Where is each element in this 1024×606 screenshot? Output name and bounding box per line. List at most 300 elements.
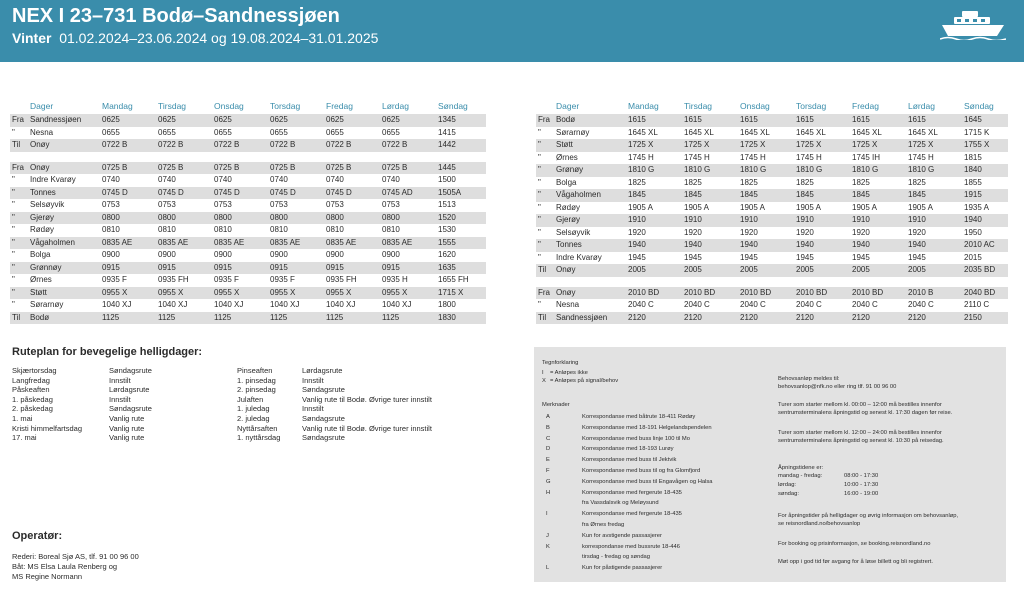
holiday-rule: Lørdagsrute <box>109 385 150 395</box>
operator-title: Operatør: <box>12 530 63 542</box>
departure-time: 2010 BD <box>796 287 828 297</box>
departure-time: 1125 <box>382 312 400 322</box>
stop-name: Sørarnøy <box>30 300 64 309</box>
departure-time: 0725 B <box>214 162 240 172</box>
departure-time: 0915 <box>326 262 344 272</box>
stop-name: Indre Kvarøy <box>556 252 602 262</box>
holiday-day: Nyttårsaften <box>237 423 278 433</box>
departure-time: 1845 <box>908 190 926 199</box>
note-letter: I <box>546 511 548 518</box>
stop-marker: Fra <box>538 287 550 297</box>
stop-name: Grønøy <box>556 165 584 174</box>
day-header: Mandag <box>628 101 659 111</box>
timetable-northbound <box>536 98 1008 324</box>
timetable-row <box>10 187 486 200</box>
group-gap <box>536 277 1008 287</box>
departure-time: 0725 B <box>158 162 184 172</box>
departure-time: 1920 <box>628 227 646 237</box>
departure-time: 1745 IH <box>852 152 881 162</box>
note-text: Korrespondanse med buss til og fra Glomfjord <box>582 468 701 474</box>
departure-time: 1945 <box>908 252 926 262</box>
stop-name: Ørnes <box>30 275 52 284</box>
note-letter: C <box>546 435 551 442</box>
departure-time: 0745 AD <box>382 187 413 197</box>
stop-marker: " <box>12 200 15 209</box>
notes-title: Merknader <box>542 402 570 408</box>
departure-time: 1615 <box>628 115 646 124</box>
stop-marker: Fra <box>538 115 550 124</box>
departure-time: 0725 B <box>326 162 352 172</box>
departure-time: 1125 <box>158 312 176 322</box>
stop-name: Grønnøy <box>30 262 62 272</box>
stop-marker: " <box>538 240 541 249</box>
departure-time: 2040 C <box>908 300 934 309</box>
departure-time: 0722 B <box>382 140 408 149</box>
departure-time: 0835 AE <box>270 237 301 247</box>
departure-time: 1725 X <box>852 140 878 149</box>
departure-time: 1940 <box>684 240 702 249</box>
departure-time: 1810 G <box>852 165 879 174</box>
departure-time: 1845 <box>628 190 646 199</box>
timetable-row <box>10 199 486 212</box>
departure-time: 1725 X <box>684 140 710 149</box>
departure-time: 1950 <box>964 227 982 237</box>
departure-time: 0655 <box>382 127 400 137</box>
hours-time: 10:00 - 17:30 <box>844 482 879 488</box>
departure-time: 0935 F <box>270 275 295 284</box>
departure-time: 0835 AE <box>102 237 133 247</box>
timetable-southbound <box>10 98 486 324</box>
departure-time: 1645 <box>964 115 982 124</box>
timetable-row <box>10 274 486 287</box>
departure-time: 1920 <box>908 227 926 237</box>
stop-name: Rødøy <box>30 225 54 234</box>
departure-time: 0740 <box>214 175 232 184</box>
stop-marker: " <box>12 300 15 309</box>
stop-marker: " <box>538 165 541 174</box>
info-text: Møt opp i god tid før avgang for å løse billett og bli registrert. <box>778 559 933 565</box>
note-text: Korrespondanse med buss til Engavågen og Halsa <box>582 478 713 485</box>
departure-time: 1810 G <box>796 165 823 174</box>
departure-time: 1620 <box>438 250 456 259</box>
departure-time: 0935 FH <box>158 275 189 284</box>
departure-time: 0722 B <box>102 140 128 149</box>
departure-time: 2040 C <box>852 300 878 309</box>
departure-time: 1810 G <box>908 165 935 174</box>
note-text: korrespondanse med bussrute 18-446 <box>582 543 680 550</box>
holiday-rule: Søndagsrute <box>302 413 345 423</box>
departure-time: 1725 X <box>796 140 822 149</box>
info-text: se reisnordland.no/behovsanlop <box>778 521 861 527</box>
departure-time: 0935 F <box>214 275 239 284</box>
departure-time: 0900 <box>102 250 120 259</box>
holiday-day: 1. påskedag <box>12 394 53 404</box>
timetable-row <box>10 174 486 187</box>
departure-time: 0915 <box>102 262 120 272</box>
departure-time: 1910 <box>628 215 646 224</box>
timetable-row <box>536 202 1008 215</box>
departure-time: 1645 XL <box>740 127 770 137</box>
departure-time: 2040 C <box>796 300 822 309</box>
holiday-day: 1. pinsedag <box>237 375 276 385</box>
stop-marker: " <box>12 237 15 247</box>
day-header: Lørdag <box>382 101 409 111</box>
stop-marker: " <box>538 152 541 162</box>
departure-time: 1520 <box>438 212 456 222</box>
stop-marker: " <box>538 127 541 137</box>
holiday-rule: Vanlig rute til Bodø. Øvrige turer innstilt <box>302 394 432 404</box>
departure-time: 0753 <box>382 200 400 209</box>
departure-time: 0900 <box>214 250 232 259</box>
holiday-rule: Vanlig rute til Bodø. Øvrige turer innstilt <box>302 423 432 433</box>
departure-time: 0655 <box>102 127 120 137</box>
departure-time: 0935 H <box>382 275 408 284</box>
departure-time: 2010 BD <box>684 287 716 297</box>
stop-marker: Fra <box>12 115 24 124</box>
departure-time: 0955 X <box>102 287 128 297</box>
note-text: Korrespondanse med fergerute 18-435 <box>582 489 682 496</box>
departure-time: 0800 <box>158 212 176 222</box>
departure-time: 1125 <box>326 312 344 322</box>
day-header: Mandag <box>102 101 133 111</box>
departure-time: 0745 D <box>158 187 184 197</box>
departure-time: 1040 XJ <box>270 300 300 309</box>
departure-time: 1940 <box>852 240 870 249</box>
departure-time: 2040 C <box>740 300 766 309</box>
legend-symbol: X <box>542 378 546 384</box>
departure-time: 2010 AC <box>964 240 995 249</box>
stop-name: Støtt <box>556 140 573 149</box>
departure-time: 1845 <box>796 190 814 199</box>
holiday-day: Skjærtorsdag <box>12 366 57 375</box>
departure-time: 1615 <box>684 115 702 124</box>
stop-marker: " <box>538 227 541 237</box>
stop-name: Vågaholmen <box>556 190 601 199</box>
departure-time: 1825 <box>852 177 870 187</box>
hours-day: søndag: <box>778 491 799 497</box>
departure-time: 0955 X <box>270 287 296 297</box>
holiday-rule: Innstilt <box>302 375 324 385</box>
departure-time: 0935 FH <box>326 275 357 284</box>
departure-time: 1125 <box>270 312 288 322</box>
departure-time: 0900 <box>158 250 176 259</box>
day-header: Onsdag <box>214 101 244 111</box>
departure-time: 0915 <box>214 262 232 272</box>
departure-time: 1825 <box>796 177 814 187</box>
holiday-rule: Innstilt <box>109 375 131 385</box>
departure-time: 2110 C <box>964 300 990 309</box>
stop-marker: " <box>538 215 541 224</box>
timetable-row <box>10 237 486 250</box>
departure-time: 1040 XJ <box>326 300 356 309</box>
departure-time: 1615 <box>908 115 926 124</box>
timetable-row <box>10 262 486 275</box>
timetable-row <box>536 127 1008 140</box>
departure-time: 1615 <box>740 115 758 124</box>
hours-day: lørdag: <box>778 482 797 488</box>
departure-time: 1845 <box>684 190 702 199</box>
holiday-rule: Søndagsrute <box>302 385 345 395</box>
departure-time: 1442 <box>438 140 456 149</box>
departure-time: 1745 H <box>796 152 822 162</box>
departure-time: 2035 BD <box>964 265 996 274</box>
departure-time: 1745 H <box>684 152 710 162</box>
note-letter: E <box>546 457 550 464</box>
departure-time: 0740 <box>270 175 288 184</box>
holiday-rule: Søndagsrute <box>109 404 152 414</box>
stop-marker: " <box>12 212 15 222</box>
departure-time: 2120 <box>628 312 646 322</box>
departure-time: 2015 <box>964 252 982 262</box>
season-dates: 01.02.2024–23.06.2024 og 19.08.2024–31.01.2025 <box>59 30 379 46</box>
timetable-row <box>536 189 1008 202</box>
holiday-day: 2. pinsedag <box>237 385 276 395</box>
group-gap <box>10 152 486 162</box>
holiday-day: 1. mai <box>12 413 33 423</box>
departure-time: 1945 <box>740 252 758 262</box>
stop-name: Nesna <box>556 300 580 309</box>
departure-time: 0835 AE <box>158 237 189 247</box>
departure-time: 1905 A <box>684 202 709 212</box>
departure-time: 2010 BD <box>740 287 772 297</box>
departure-time: 1845 <box>852 190 870 199</box>
departure-time: 1915 <box>964 190 982 199</box>
holiday-day: 17. mai <box>12 433 37 443</box>
departure-time: 0655 <box>326 127 344 137</box>
stop-name: Gjerøy <box>556 215 580 224</box>
departure-time: 0900 <box>270 250 288 259</box>
departure-time: 1855 <box>964 177 982 187</box>
note-letter: G <box>546 478 551 485</box>
departure-time: 1940 <box>796 240 814 249</box>
timetable-row <box>10 114 486 127</box>
ship-icon <box>940 8 1006 40</box>
note-letter: K <box>546 543 550 550</box>
departure-time: 1945 <box>796 252 814 262</box>
departure-time: 0722 B <box>270 140 296 149</box>
departure-time: 0625 <box>214 115 232 124</box>
timetable-row <box>536 227 1008 240</box>
holiday-schedule <box>12 346 512 443</box>
stop-marker: " <box>12 262 15 272</box>
operator-line: Rederi: Boreal Sjø AS, tlf. 91 00 96 00 <box>12 552 139 561</box>
departure-time: 1920 <box>684 227 702 237</box>
stop-name: Indre Kvarøy <box>30 175 76 184</box>
stop-name: Rødøy <box>556 202 580 212</box>
departure-time: 0810 <box>270 225 288 234</box>
timetable-row <box>536 264 1008 277</box>
departure-time: 0625 <box>270 115 288 124</box>
stop-name: Ørnes <box>556 152 578 162</box>
departure-time: 0810 <box>214 225 232 234</box>
departure-time: 0810 <box>102 225 120 234</box>
departure-time: 0725 B <box>102 162 128 172</box>
timetable-row <box>536 214 1008 227</box>
timetable-row <box>10 249 486 262</box>
timetable-row <box>10 224 486 237</box>
departure-time: 0800 <box>214 212 232 222</box>
operator-line: Båt: MS Elsa Laula Renberg og <box>12 562 118 571</box>
stop-marker: " <box>12 187 15 197</box>
stop-name: Nesna <box>30 127 54 137</box>
departure-time: 1635 <box>438 262 456 272</box>
booking-info: Turer som starter mellom kl. 12:00 – 24:00 må bestilles innenfor <box>778 430 942 436</box>
holiday-rule: Innstilt <box>109 394 131 404</box>
departure-time: 1910 <box>908 215 926 224</box>
departure-time: 2005 <box>796 265 814 274</box>
departure-time: 1513 <box>438 200 456 209</box>
stop-marker: " <box>12 175 15 184</box>
departure-time: 1910 <box>684 215 702 224</box>
timetable-row <box>536 139 1008 152</box>
departure-time: 0745 D <box>102 187 128 197</box>
departure-time: 1940 <box>964 215 982 224</box>
departure-time: 0722 B <box>214 140 240 149</box>
stop-name: Tonnes <box>556 240 582 249</box>
departure-time: 1905 A <box>852 202 877 212</box>
holiday-day: Påskeaften <box>12 385 50 395</box>
departure-time: 1125 <box>102 312 120 322</box>
stop-marker: Til <box>538 312 547 322</box>
stop-name: Bodø <box>30 312 50 322</box>
departure-time: 0955 X <box>382 287 408 297</box>
departure-time: 1940 <box>628 240 646 249</box>
stop-marker: " <box>12 287 15 297</box>
holiday-rule: Søndagsrute <box>109 366 152 375</box>
departure-time: 1715 K <box>964 127 990 137</box>
booking-info: sentrumsterminalens åpningstid og senest kl. 17:30 dagen før reise. <box>778 410 953 416</box>
holiday-rule: Innstilt <box>302 404 324 414</box>
departure-time: 1905 A <box>628 202 653 212</box>
stop-name: Sørarnøy <box>556 127 590 137</box>
stop-marker: Fra <box>12 162 24 172</box>
departure-time: 1040 XJ <box>158 300 188 309</box>
note-letter: L <box>546 565 550 572</box>
holiday-rule: Søndagsrute <box>302 433 345 443</box>
departure-time: 1940 <box>908 240 926 249</box>
hours-time: 16:00 - 19:00 <box>844 491 879 497</box>
departure-time: 0740 <box>326 175 344 184</box>
stop-name: Onøy <box>556 287 576 297</box>
departure-time: 0810 <box>158 225 176 234</box>
departure-time: 0625 <box>102 115 120 124</box>
departure-time: 1745 H <box>908 152 934 162</box>
note-text: Kun for avstigende passasjerer <box>582 532 662 539</box>
departure-time: 0900 <box>326 250 344 259</box>
departure-time: 0625 <box>326 115 344 124</box>
note-letter: B <box>546 424 550 431</box>
departure-time: 1845 <box>740 190 758 199</box>
note-text: fra Ørnes fredag <box>582 522 625 528</box>
departure-time: 2005 <box>684 265 702 274</box>
departure-time: 1810 G <box>684 165 711 174</box>
departure-time: 1940 <box>740 240 758 249</box>
holiday-day: Pinseaften <box>237 366 273 375</box>
day-header: Søndag <box>964 101 994 111</box>
departure-time: 1825 <box>628 177 646 187</box>
departure-time: 1500 <box>438 175 456 184</box>
departure-time: 1910 <box>852 215 870 224</box>
booking-info: Turer som starter mellom kl. 00:00 – 12:00 må bestilles innenfor <box>778 402 942 408</box>
departure-time: 1345 <box>438 115 456 124</box>
departure-time: 0915 <box>270 262 288 272</box>
stop-marker: " <box>538 300 541 309</box>
day-header: Tirsdag <box>158 101 187 111</box>
departure-time: 1645 XL <box>908 127 938 137</box>
holiday-day: 2. påskedag <box>12 404 53 414</box>
stop-name: Onøy <box>30 162 50 172</box>
day-header: Fredag <box>326 101 353 111</box>
holiday-day: 1. juledag <box>237 404 270 414</box>
departure-time: 1645 XL <box>684 127 714 137</box>
departure-time: 0725 B <box>270 162 296 172</box>
departure-time: 1935 A <box>964 202 989 212</box>
departure-time: 0740 <box>102 175 120 184</box>
departure-time: 0753 <box>270 200 288 209</box>
note-letter: D <box>546 446 551 453</box>
departure-time: 0745 D <box>270 187 296 197</box>
holiday-rule: Vanlig rute <box>109 413 145 423</box>
timetable-row <box>536 177 1008 190</box>
timetable-row <box>10 312 486 325</box>
legend-symbol: I <box>542 370 544 376</box>
departure-time: 0915 <box>158 262 176 272</box>
timetable-row <box>536 114 1008 127</box>
timetable-row <box>536 287 1008 300</box>
departure-time: 0753 <box>326 200 344 209</box>
departure-time: 0835 AE <box>382 237 413 247</box>
departure-time: 2005 <box>740 265 758 274</box>
stop-marker: " <box>538 177 541 187</box>
departure-time: 0955 X <box>158 287 184 297</box>
stop-name: Sandnessjøen <box>30 115 82 124</box>
departure-time: 1945 <box>852 252 870 262</box>
timetable-row <box>536 152 1008 165</box>
departure-time: 0810 <box>326 225 344 234</box>
note-letter: F <box>546 468 550 474</box>
departure-time: 1815 <box>964 152 982 162</box>
stop-marker: Til <box>12 140 21 149</box>
departure-time: 0810 <box>382 225 400 234</box>
booking-info: sentrumsterminalens åpningstid og senest kl. 10:30 på reisedag. <box>778 438 944 444</box>
departure-time: 1825 <box>740 177 758 187</box>
departure-time: 2005 <box>852 265 870 274</box>
departure-time: 2005 <box>628 265 646 274</box>
note-letter: J <box>546 532 549 539</box>
hours-day: mandag - fredag: <box>778 473 823 479</box>
departure-time: 1445 <box>438 162 456 172</box>
departure-time: 0835 AE <box>326 237 357 247</box>
timetable-row <box>10 287 486 300</box>
hours-time: 08:00 - 17:30 <box>844 473 879 479</box>
departure-time: 2040 BD <box>964 287 996 297</box>
legend-title: Tegnforklaring <box>542 360 579 366</box>
departure-time: 1910 <box>740 215 758 224</box>
departure-time: 1725 X <box>628 140 654 149</box>
departure-time: 1945 <box>628 252 646 262</box>
departure-time: 0753 <box>214 200 232 209</box>
note-text: Korrespondanse med fergerute 18-435 <box>582 511 682 518</box>
departure-time: 1825 <box>684 177 702 187</box>
departure-time: 1505A <box>438 187 462 197</box>
departure-time: 1810 G <box>628 165 655 174</box>
day-header: Onsdag <box>740 101 770 111</box>
departure-time: 1040 XJ <box>102 300 132 309</box>
departure-time: 1745 H <box>628 152 654 162</box>
holiday-day: Kristi himmelfartsdag <box>12 423 83 433</box>
departure-time: 0722 B <box>326 140 352 149</box>
departure-time: 0753 <box>102 200 120 209</box>
